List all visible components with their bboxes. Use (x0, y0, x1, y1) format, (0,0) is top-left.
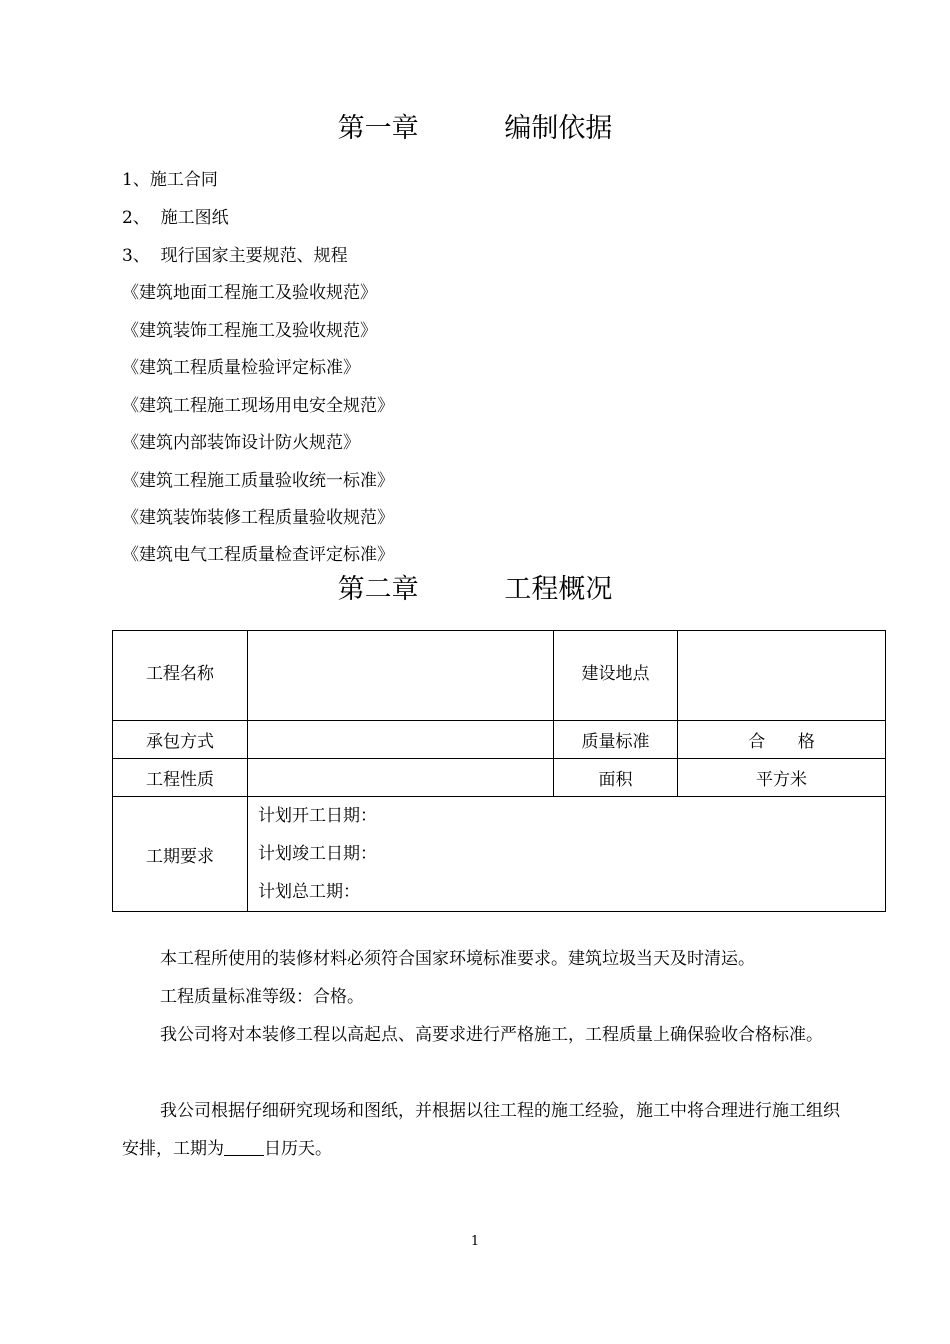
basis-item-3: 3、 现行国家主要规范、规程 (122, 246, 348, 266)
schedule-value (248, 797, 886, 912)
location-value (678, 631, 886, 721)
standard-item: 《建筑工程质量检验评定标准》 (122, 358, 360, 378)
schedule-label: 工期要求 (113, 797, 248, 912)
basis-item-1: 1、施工合同 (122, 170, 218, 190)
paragraph-quality-grade: 工程质量标准等级：合格。 (160, 987, 364, 1007)
paragraph-schedule: 我公司根据仔细研究现场和图纸，并根据以往工程的施工经验，施工中将合理进行施工组织安排，工期为 日历天。 (122, 1101, 840, 1159)
contract-value (248, 721, 554, 759)
standard-item: 《建筑装饰工程施工及验收规范》 (122, 321, 377, 341)
area-label: 面积 (554, 759, 678, 797)
planned-completion-date: 计划竣工日期： (258, 844, 377, 864)
quality-value: 合 格 (678, 721, 886, 759)
quality-label: 质量标准 (554, 721, 678, 759)
duration-blank (224, 1137, 264, 1156)
planned-total-duration: 计划总工期： (258, 882, 360, 902)
chapter1-title: 第一章 编制依据 (337, 113, 613, 144)
nature-value (248, 759, 554, 797)
area-value: 平方米 (678, 759, 886, 797)
standard-item: 《建筑装饰装修工程质量验收规范》 (122, 508, 394, 528)
planned-start-date: 计划开工日期： (258, 806, 377, 826)
table-row (113, 797, 886, 912)
project-name-value (248, 631, 554, 721)
standard-item: 《建筑地面工程施工及验收规范》 (122, 283, 377, 303)
table-row (113, 721, 886, 759)
chapter2-title: 第二章 工程概况 (337, 574, 613, 605)
basis-item-2: 2、 施工图纸 (122, 208, 229, 228)
standard-item: 《建筑工程施工质量验收统一标准》 (122, 471, 394, 491)
standard-item: 《建筑电气工程质量检查评定标准》 (122, 545, 394, 565)
standard-item: 《建筑内部装饰设计防火规范》 (122, 433, 360, 453)
table-row (113, 759, 886, 797)
project-overview-table (112, 630, 886, 912)
project-name-label: 工程名称 (113, 631, 248, 721)
table-row (113, 631, 886, 721)
location-label: 建设地点 (554, 631, 678, 721)
page-number: 1 (470, 1234, 480, 1249)
nature-label: 工程性质 (113, 759, 248, 797)
paragraph-commitment: 我公司将对本装修工程以高起点、高要求进行严格施工，工程质量上确保验收合格标准。 (160, 1025, 823, 1045)
contract-label: 承包方式 (113, 721, 248, 759)
paragraph-materials: 本工程所使用的装修材料必须符合国家环境标准要求。建筑垃圾当天及时清运。 (160, 949, 755, 969)
standard-item: 《建筑工程施工现场用电安全规范》 (122, 396, 394, 416)
